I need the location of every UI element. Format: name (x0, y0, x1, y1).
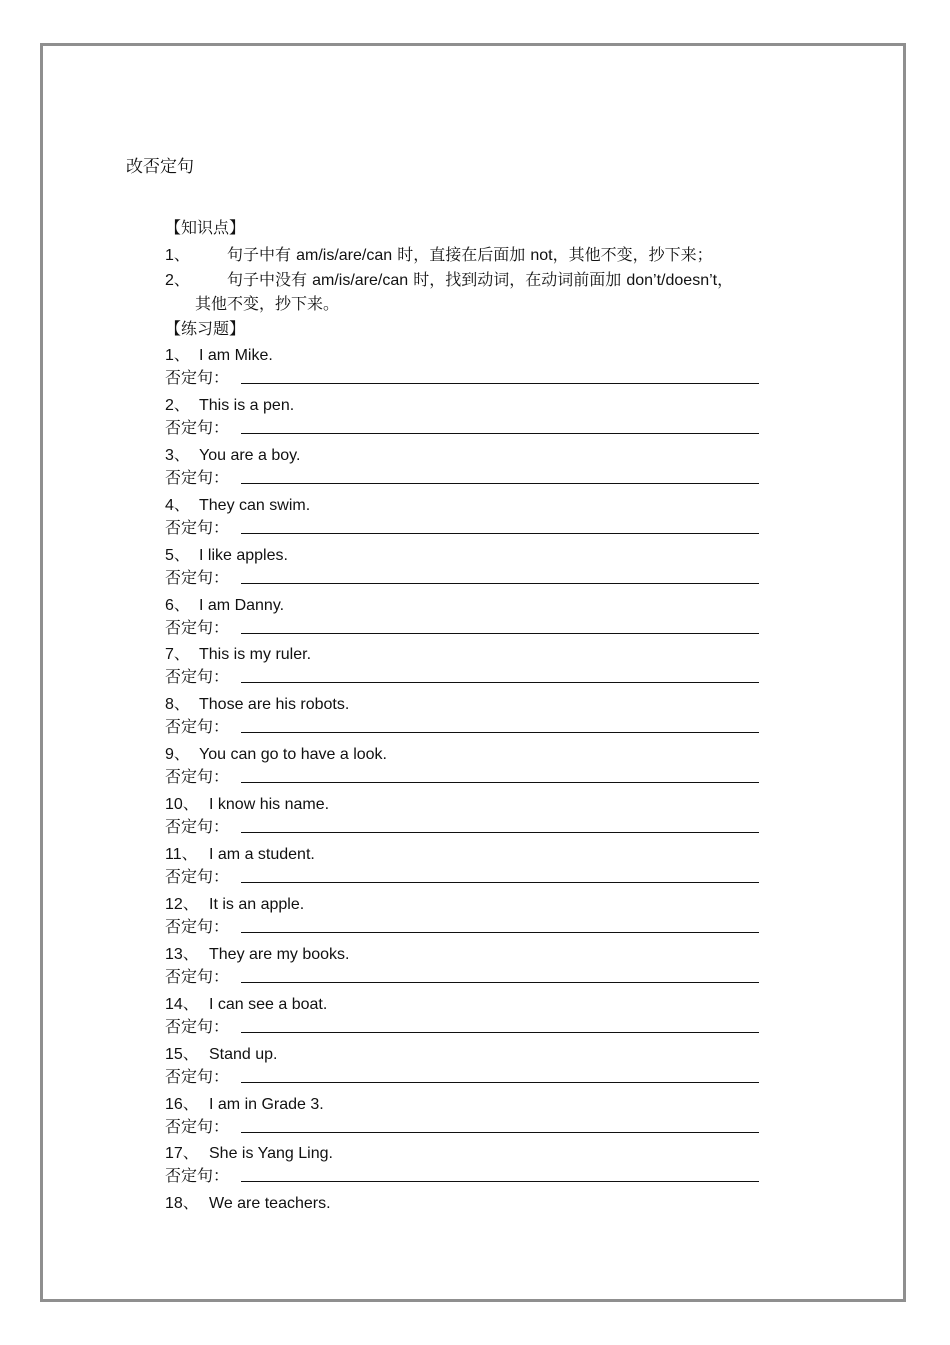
answer-row (165, 664, 229, 687)
exercise-question (165, 592, 284, 615)
knowledge-point-continuation: 其他不变，抄下来。 (195, 294, 340, 313)
question-number: 8、 (165, 696, 190, 713)
exercise-question (165, 991, 327, 1014)
question-sentence: I can see a boat. (209, 996, 328, 1013)
question-sentence: We are teachers. (209, 1195, 331, 1212)
answer-label: 否定句： (165, 817, 230, 836)
knowledge-point (165, 242, 713, 265)
exercise-question (165, 641, 311, 664)
point-keyword: am/is/are/can (296, 247, 393, 264)
answer-blank-line[interactable] (241, 882, 759, 883)
question-number: 15、 (165, 1046, 199, 1063)
answer-row (165, 964, 229, 987)
answer-blank-line[interactable] (241, 832, 759, 833)
answer-row (165, 1064, 229, 1087)
exercise-question (165, 542, 288, 565)
question-number: 12、 (165, 896, 199, 913)
answer-row (165, 565, 229, 588)
question-sentence: You can go to have a look. (199, 746, 387, 763)
answer-label: 否定句： (165, 967, 230, 986)
question-sentence: They are my books. (209, 946, 350, 963)
question-sentence: I know his name. (209, 796, 330, 813)
question-number: 6、 (165, 597, 190, 614)
answer-row (165, 1014, 229, 1037)
question-number: 2、 (165, 397, 190, 414)
point-text: 时，找到动词，在动词前面加 (413, 270, 622, 289)
answer-label: 否定句： (165, 917, 230, 936)
answer-blank-line[interactable] (241, 1032, 759, 1033)
question-sentence: They can swim. (199, 497, 311, 514)
answer-row (165, 415, 229, 438)
question-number: 5、 (165, 547, 190, 564)
answer-row (165, 1114, 229, 1137)
question-number: 17、 (165, 1145, 199, 1162)
answer-label: 否定句： (165, 418, 230, 437)
question-sentence: You are a boy. (199, 447, 301, 464)
exercise-question (165, 1140, 333, 1163)
answer-label: 否定句： (165, 1166, 230, 1185)
answer-row (165, 615, 229, 638)
answer-blank-line[interactable] (241, 583, 759, 584)
exercise-heading: 【练习题】 (165, 319, 246, 338)
answer-blank-line[interactable] (241, 982, 759, 983)
answer-blank-line[interactable] (241, 433, 759, 434)
question-sentence: I am a student. (209, 846, 315, 863)
point-text: 时，直接在后面加 (397, 245, 526, 264)
exercise-question (165, 691, 349, 714)
exercise-question (165, 791, 329, 814)
question-number: 14、 (165, 996, 199, 1013)
answer-row (165, 914, 229, 937)
answer-blank-line[interactable] (241, 483, 759, 484)
answer-label: 否定句： (165, 618, 230, 637)
point-number: 1、 (165, 247, 190, 264)
answer-label: 否定句： (165, 368, 230, 387)
question-number: 18、 (165, 1195, 199, 1212)
question-sentence: This is my ruler. (199, 646, 312, 663)
answer-row (165, 365, 229, 388)
answer-label: 否定句： (165, 1117, 230, 1136)
page-title: 改否定句 (126, 157, 194, 177)
answer-blank-line[interactable] (241, 1181, 759, 1182)
exercise-question (165, 741, 387, 764)
exercise-question (165, 442, 300, 465)
answer-blank-line[interactable] (241, 1132, 759, 1133)
question-number: 7、 (165, 646, 190, 663)
question-number: 10、 (165, 796, 199, 813)
question-sentence: I am Mike. (199, 347, 273, 364)
exercise-question (165, 1041, 278, 1064)
question-number: 4、 (165, 497, 190, 514)
answer-row (165, 714, 229, 737)
exercise-question (165, 1190, 331, 1213)
point-keyword: not (530, 247, 553, 264)
exercise-question (165, 1091, 324, 1114)
answer-row (165, 1163, 229, 1186)
answer-blank-line[interactable] (241, 383, 759, 384)
answer-label: 否定句： (165, 568, 230, 587)
point-text: ，其他不变，抄下来； (552, 245, 713, 264)
answer-label: 否定句： (165, 867, 230, 886)
answer-label: 否定句： (165, 1017, 230, 1036)
point-keyword: am/is/are/can (312, 272, 409, 289)
question-sentence: It is an apple. (209, 896, 305, 913)
point-number: 2、 (165, 272, 190, 289)
exercise-question (165, 941, 350, 964)
question-number: 1、 (165, 347, 190, 364)
answer-row (165, 764, 229, 787)
question-sentence: This is a pen. (199, 397, 295, 414)
answer-blank-line[interactable] (241, 1082, 759, 1083)
answer-blank-line[interactable] (241, 633, 759, 634)
answer-row (165, 515, 229, 538)
answer-blank-line[interactable] (241, 533, 759, 534)
exercise-question (165, 342, 273, 365)
exercise-question (165, 841, 315, 864)
question-number: 16、 (165, 1096, 199, 1113)
answer-label: 否定句： (165, 767, 230, 786)
exercise-question (165, 891, 304, 914)
answer-row (165, 864, 229, 887)
question-sentence: I am Danny. (199, 597, 285, 614)
knowledge-point (165, 267, 733, 290)
answer-blank-line[interactable] (241, 682, 759, 683)
answer-label: 否定句： (165, 1067, 230, 1086)
answer-blank-line[interactable] (241, 732, 759, 733)
point-text: 句子中没有 (227, 270, 308, 289)
exercise-question (165, 492, 310, 515)
point-keyword: don’t/doesn’t (626, 272, 718, 289)
answer-label: 否定句： (165, 667, 230, 686)
exercise-question (165, 392, 294, 415)
question-sentence: She is Yang Ling. (209, 1145, 333, 1162)
answer-label: 否定句： (165, 717, 230, 736)
question-sentence: Those are his robots. (199, 696, 350, 713)
question-sentence: I am in Grade 3. (209, 1096, 324, 1113)
answer-row (165, 814, 229, 837)
knowledge-heading: 【知识点】 (165, 218, 246, 237)
question-number: 11、 (165, 846, 198, 863)
answer-label: 否定句： (165, 468, 230, 487)
answer-blank-line[interactable] (241, 782, 759, 783)
answer-blank-line[interactable] (241, 932, 759, 933)
question-sentence: I like apples. (199, 547, 288, 564)
question-sentence: Stand up. (209, 1046, 278, 1063)
answer-label: 否定句： (165, 518, 230, 537)
answer-row (165, 465, 229, 488)
question-number: 13、 (165, 946, 199, 963)
question-number: 3、 (165, 447, 190, 464)
point-text: 句子中有 (227, 245, 292, 264)
point-text: ， (717, 270, 734, 289)
question-number: 9、 (165, 746, 190, 763)
